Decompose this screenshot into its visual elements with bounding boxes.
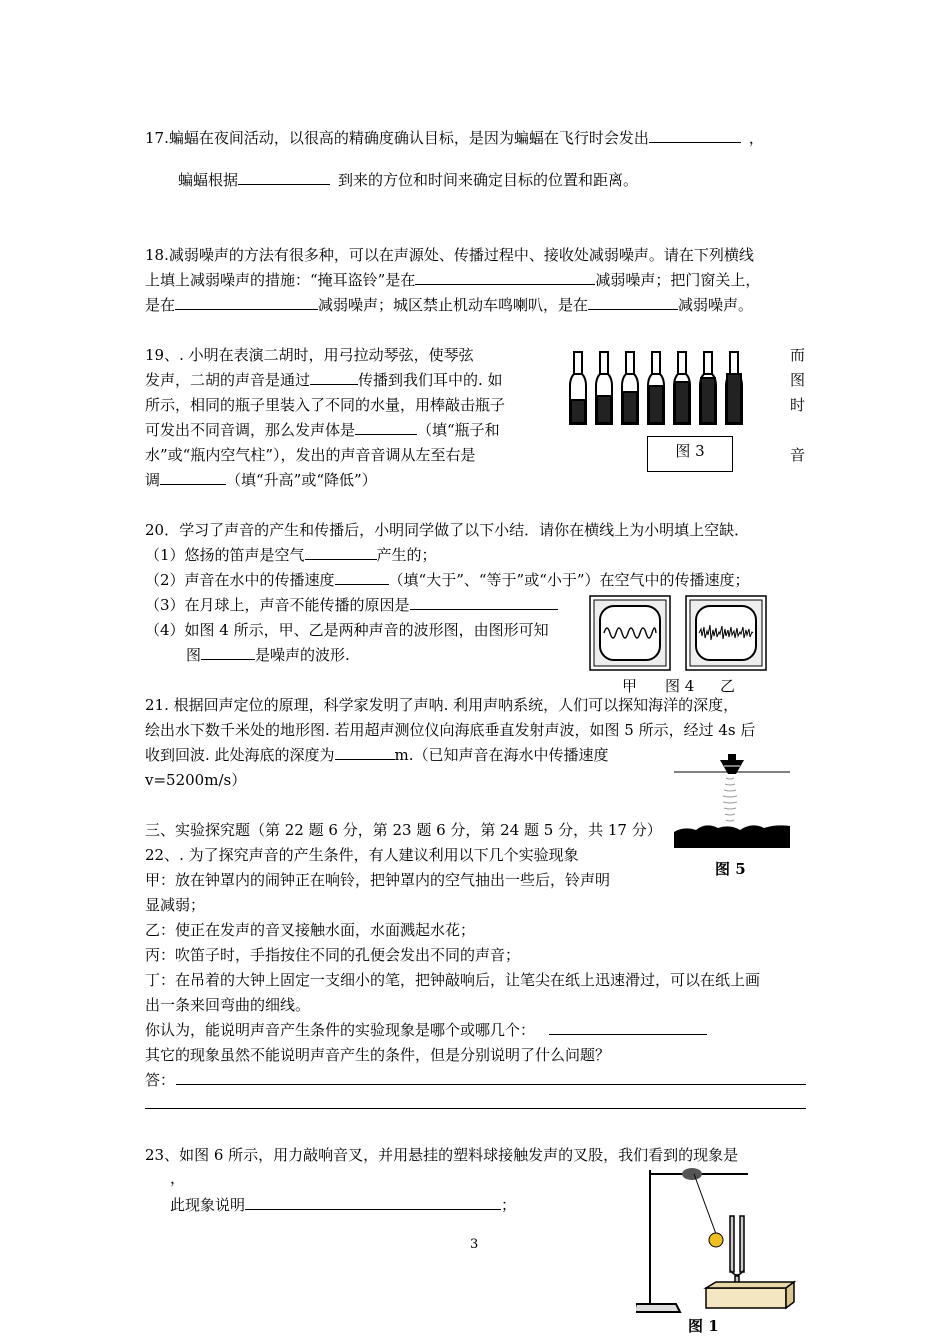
q19-right-3: 时 (790, 396, 806, 414)
stand-base (636, 1304, 680, 1312)
q22-line8: 你认为，能说明声音产生条件的实验现象是哪个或哪几个： (145, 1018, 707, 1043)
q18-line3: 是在 减弱噪声；城区禁止机动车鸣喇叭，是在 减弱噪声。 (145, 296, 754, 314)
q19-line3: 所示，相同的瓶子里装入了不同的水量，用棒敲击瓶子 (145, 396, 506, 414)
resonance-box (706, 1288, 786, 1308)
q21-blank1[interactable] (335, 744, 395, 760)
q19-line2: 发声，二胡的声音是通过 传播到我们耳中的. 如 (145, 371, 503, 389)
q20-item3: （3）在月球上，声音不能传播的原因是 (145, 593, 558, 618)
q22-line3: 显减弱； (145, 896, 206, 914)
q22-line1: 22、. 为了探究声音的产生条件，有人建议利用以下几个实验现象 (145, 846, 579, 864)
q18-line2: 上填上减弱噪声的措施：“掩耳盗铃”是在 减弱噪声；把门窗关上， (145, 271, 761, 289)
bottles-figure (568, 348, 748, 428)
fig4-jia: 甲 (622, 677, 638, 695)
fig4-label: 图 4 (665, 677, 695, 695)
q19-blank3[interactable] (160, 469, 226, 485)
q22-line7: 出一条来回弯曲的细线。 (145, 996, 311, 1014)
seabed (674, 825, 790, 848)
q21-line3: 收到回波. 此处海底的深度为 m.（已知声音在海水中传播速度 (145, 746, 609, 764)
section3-heading: 三、实验探究题（第 22 题 6 分，第 23 题 6 分，第 24 题 5 分，共 17 分） (145, 821, 662, 839)
page-number: 3 (470, 1237, 479, 1252)
q20-item4: （4）如图 4 所示，甲、乙是两种声音的波形图，由图形可知 (145, 621, 549, 639)
q23-line3: 此现象说明 ； (170, 1196, 517, 1214)
q19-line6: 调 （填“升高”或“降低”） (145, 471, 377, 489)
fig1-label: 图 1 (688, 1317, 719, 1335)
tuning-fork-icon (730, 1216, 744, 1288)
string (694, 1174, 716, 1234)
q21-line1: 21. 根据回声定位的原理，科学家发明了声呐. 利用声呐系统，人们可以探知海洋的深度， (145, 696, 739, 714)
q22-blank1[interactable] (549, 1019, 707, 1035)
sonar-figure (674, 752, 790, 848)
q22-answer-line1[interactable] (176, 1084, 806, 1085)
q19-right-2: 图 (790, 371, 806, 389)
q18-blank3[interactable] (588, 294, 678, 310)
q20-blank2[interactable] (335, 569, 389, 585)
q18-blank2[interactable] (175, 294, 318, 310)
q18-blank1[interactable] (415, 269, 595, 285)
q23-line1: 23、如图 6 所示，用力敲响音叉，并用悬挂的塑料球接触发声的叉股，我们看到的现象是 (145, 1146, 739, 1164)
q20-item2: （2）声音在水中的传播速度 （填“大于”、“等于”或“小于”）在空气中的传播速度； (145, 571, 750, 589)
bottle-6 (700, 352, 716, 424)
q17-blank1[interactable] (649, 127, 741, 143)
ball-icon (709, 1233, 723, 1247)
q21-line2: 绘出水下数千米处的地形图. 若用超声测位仪向海底垂直发射声波，如图 5 所示，经过 4s 后 (145, 721, 756, 739)
waveform-figure (588, 594, 768, 672)
q19-blank2[interactable] (355, 419, 417, 435)
q19-line4: 可发出不同音调，那么发声体是 （填“瓶子和 (145, 421, 500, 439)
q18-line1: 18.减弱噪声的方法有很多种，可以在声源处、传播过程中、接收处减弱噪声。请在下列横线 (145, 246, 754, 264)
q22-line5: 丙：吹笛子时，手指按住不同的孔便会发出不同的声音； (145, 946, 521, 964)
fig3-label-box (647, 436, 733, 472)
q19-line5: 水”或“瓶内空气柱”），发出的声音音调从左至右是 (145, 446, 476, 464)
bottle-2 (596, 352, 612, 424)
fig3-label: 图 3 (675, 442, 705, 460)
bottle-7 (726, 352, 742, 424)
q22-line4: 乙：使正在发声的音叉接触水面，水面溅起水花； (145, 921, 476, 939)
q20-item4b: 图 是噪声的波形. (186, 646, 350, 664)
q20-line1: 20．学习了声音的产生和传播后，小明同学做了以下小结．请你在横线上为小明填上空缺． (145, 521, 750, 539)
bottle-5 (674, 352, 690, 424)
q19-blank1[interactable] (310, 369, 358, 385)
tuning-fork-figure (636, 1164, 806, 1314)
q19-line1: 19、. 小明在表演二胡时，用弓拉动琴弦，使琴弦 (145, 346, 474, 364)
fig4-yi: 乙 (720, 677, 736, 695)
oscilloscope-yi (686, 596, 766, 670)
ship-icon (720, 754, 744, 774)
q19-right-4: 音 (790, 446, 806, 464)
q17-blank2[interactable] (238, 169, 330, 185)
oscilloscope-jia (590, 596, 670, 670)
sound-wave-icon (723, 778, 737, 821)
q20-blank4[interactable] (201, 644, 255, 660)
bottle-3 (622, 352, 638, 424)
clamp-icon (682, 1168, 702, 1180)
q22-line2: 甲：放在钟罩内的闹钟正在响铃，把钟罩内的空气抽出一些后，铃声明 (145, 871, 611, 889)
bottle-1 (570, 352, 586, 424)
q22-line6: 丁：在吊着的大钟上固定一支细小的笔，把钟敲响后，让笔尖在纸上迅速滑过，可以在纸上画 (145, 971, 761, 989)
q20-item1: （1）悠扬的笛声是空气 产生的； (145, 546, 437, 564)
q20-blank3[interactable] (410, 594, 558, 610)
q22-line10: 答： (145, 1071, 176, 1089)
fig5-label: 图 5 (715, 860, 746, 878)
q22-line9: 其它的现象虽然不能说明声音产生的条件，但是分别说明了什么问题？ (145, 1046, 611, 1064)
q17-line1: 17.蝙蝠在夜间活动，以很高的精确度确认目标，是因为蝙蝠在飞行时会发出 ， (145, 129, 764, 147)
q21-line4: v=5200m/s） (145, 771, 247, 789)
q19-right-1: 而 (790, 346, 806, 364)
q23-line2: ， (170, 1169, 186, 1187)
bottle-4 (648, 352, 664, 424)
q20-blank1[interactable] (305, 544, 377, 560)
q17-line2: 蝙蝠根据 到来的方位和时间来确定目标的位置和距离。 (178, 171, 639, 189)
q22-answer-line2[interactable] (145, 1108, 806, 1109)
q23-blank1[interactable] (245, 1194, 501, 1210)
